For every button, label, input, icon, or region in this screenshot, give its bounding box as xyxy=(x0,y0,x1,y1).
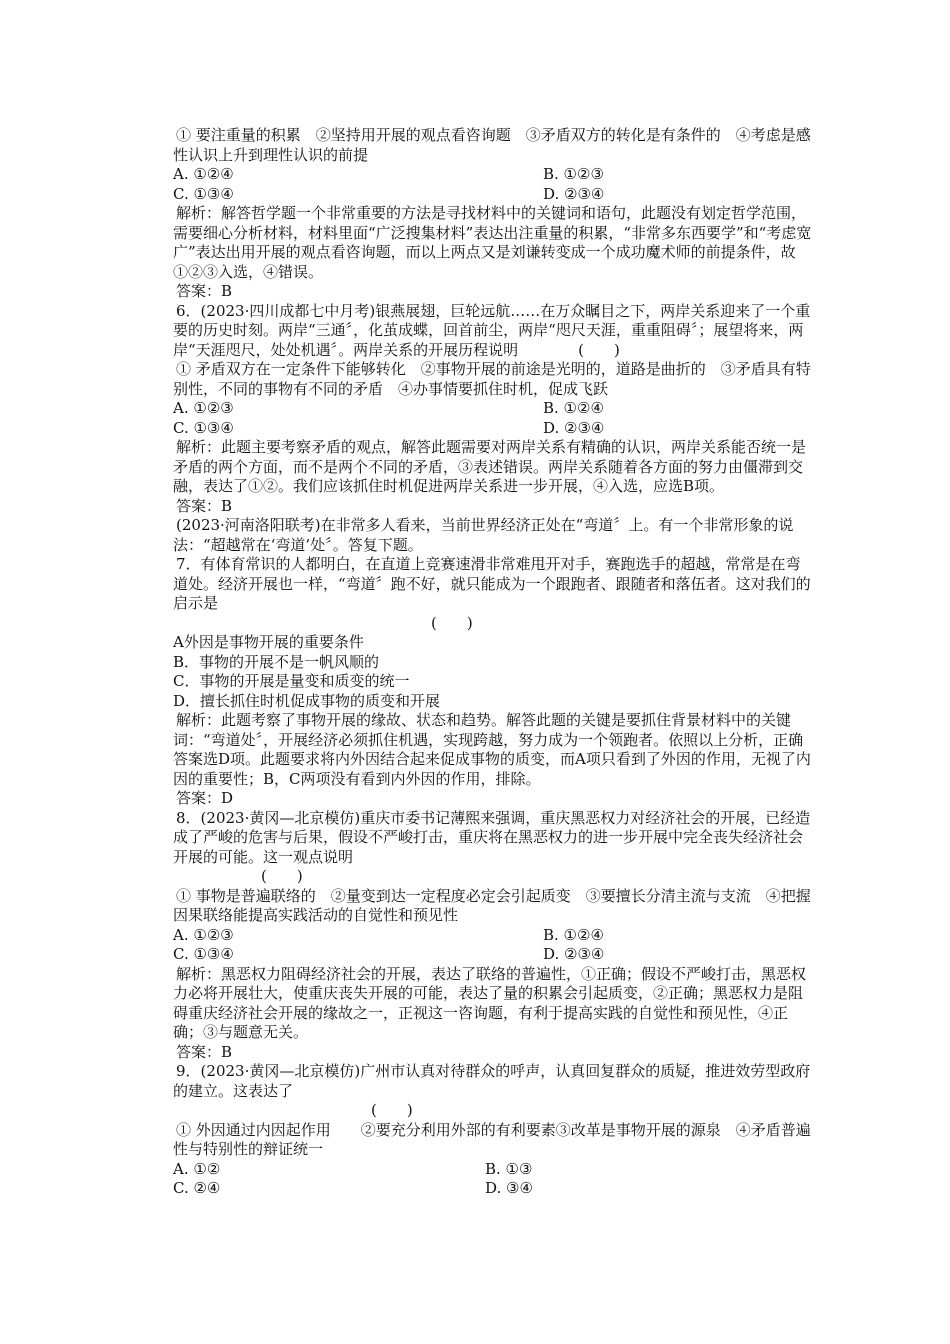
q8-answer-blank: ( ) xyxy=(261,867,303,885)
q7-stem: 7．有体育常识的人都明白，在直道上竞赛速滑非常难甩开对手，赛跑选手的超越，常常是在弯道处。经济开展也一样，“弯道〞跑不好，就只能成为一个跟跑者、跟随者和落伍者。这对我们的启示是 xyxy=(173,555,811,612)
q7-option-d: D．擅长抓住时机促成事物的质变和开展 xyxy=(173,691,441,710)
q9-answer-blank: ( ) xyxy=(371,1101,413,1119)
q8-answer: 答案：B xyxy=(176,1042,233,1061)
q9-option-b: B. ①③ xyxy=(485,1159,533,1178)
q9-option-c: C. ②④ xyxy=(173,1179,221,1197)
q6-options-row-1 xyxy=(173,399,813,419)
q7-option-c: C．事物的开展是量变和质变的统一 xyxy=(173,672,410,690)
q9-options-row-1 xyxy=(173,1160,813,1180)
q5-option-b: B. ①②③ xyxy=(543,165,604,183)
q5-option-c: C. ①③④ xyxy=(173,184,234,203)
q8-analysis: 解析：黑恶权力阻碍经济社会的开展，表达了联络的普遍性，①正确；假设不严峻打击，黑恶权力必将开展壮大，使重庆丧失开展的可能，表达了量的积累会引起质变，②正确；黑恶权力是阻碍重庆经济社会开展的缘故之一，正视这一咨询题，有利于提高实践的自觉性和预见性，④正确；③与题意无关。 xyxy=(173,964,807,1041)
q8-option-a: A. ①②③ xyxy=(173,925,234,944)
q8-option-b: B. ①②④ xyxy=(543,925,604,944)
q7-answer: 答案：D xyxy=(176,789,234,807)
q6-answer: 答案：B xyxy=(176,496,233,515)
q5-answer: 答案：B xyxy=(176,282,233,300)
q6-analysis: 解析：此题主要考察矛盾的观点，解答此题需要对两岸关系有精确的认识，两岸关系能否统一是矛盾的两个方面，而不是两个不同的矛盾，③表述错误。两岸关系随着各方面的努力由僵滞到交融，表达了①②。我们应该抓住时机促进两岸关系进一步开展，④入选，应选B项。 xyxy=(173,438,807,495)
q8-option-c: C. ①③④ xyxy=(173,945,234,963)
q6-option-a: A. ①②③ xyxy=(173,399,234,417)
q7-intro: (2023·河南洛阳联考)在非常多人看来，当前世界经济正处在“弯道〞上。有一个非常形象的说法：“超越常在‘弯道’处〞。答复下题。 xyxy=(173,516,794,554)
q5-options-row-2 xyxy=(173,185,813,205)
q8-options-row-1 xyxy=(173,926,813,946)
q5-options-row-1 xyxy=(173,165,813,185)
q6-option-c: C. ①③④ xyxy=(173,418,234,437)
q8-option-d: D. ②③④ xyxy=(543,945,605,963)
q7-answer-blank: ( ) xyxy=(431,613,473,632)
q5-option-a: A. ①②④ xyxy=(173,165,234,183)
q9-option-a: A. ①② xyxy=(173,1159,221,1178)
q9-stem: 9．(2023·黄冈—北京模仿)广州市认真对待群众的呼声，认真回复群众的质疑，推进效劳型政府的建立。这表达了 xyxy=(173,1062,811,1100)
q8-statements: ① 事物是普遍联络的 ②量变到达一定程度必定会引起质变 ③要擅长分清主流与支流 ④把握因果联络能提高实践活动的自觉性和预见性 xyxy=(173,886,811,924)
q9-options-row-2 xyxy=(173,1179,813,1199)
q5-option-d: D. ②③④ xyxy=(543,184,605,203)
q7-option-a: A外因是事物开展的重要条件 xyxy=(173,633,364,651)
q6-statements: ① 矛盾双方在一定条件下能够转化 ②事物开展的前途是光明的，道路是曲折的 ③矛盾具有特别性，不同的事物有不同的矛盾 ④办事情要抓住时机，促成飞跃 xyxy=(173,360,811,398)
q6-option-d: D. ②③④ xyxy=(543,418,605,437)
q6-options-row-2 xyxy=(173,419,813,439)
document-body xyxy=(173,126,813,1199)
q9-statements: ① 外因通过内因起作用 ②要充分利用外部的有利要素③改革是事物开展的源泉 ④矛盾普遍性与特别性的辩证统一 xyxy=(173,1120,811,1158)
q9-option-d: D. ③④ xyxy=(485,1179,533,1197)
q8-options-row-2 xyxy=(173,945,813,965)
q8-stem: 8．(2023·黄冈—北京模仿)重庆市委书记薄熙来强调，重庆黑恶权力对经济社会的开展，已经造成了严峻的危害与后果，假设不严峻打击，重庆将在黑恶权力的进一步开展中完全丧失经济社会开展的可能。这一观点说明 xyxy=(173,808,811,866)
q7-option-b: B．事物的开展不是一帆风顺的 xyxy=(173,652,380,671)
q5-statements: ① 要注重量的积累 ②坚持用开展的观点看咨询题 ③矛盾双方的转化是有条件的 ④考虑是感性认识上升到理性认识的前提 xyxy=(173,126,811,164)
q6-option-b: B. ①②④ xyxy=(543,399,604,417)
q6-stem: 6．(2023·四川成都七中月考)银燕展翅，巨轮远航……在万众瞩目之下，两岸关系迎来了一个重要的历史时刻。两岸“三通〞，化茧成蝶，回首前尘，两岸“咫尺天涯，重重阻碍〞；展望将来，两岸“天涯咫尺，处处机遇〞。两岸关系的开展历程说明 ( ) xyxy=(173,301,811,359)
q7-analysis: 解析：此题考察了事物开展的缘故、状态和趋势。解答此题的关键是要抓住背景材料中的关键词：“弯道处〞，开展经济必须抓住机遇，实现跨越，努力成为一个领跑者。依照以上分析，正确答案选D项。此题要求将内外因结合起来促成事物的质变，而A项只看到了外因的作用，无视了内因的重要性；B，C两项没有看到内外因的作用，排除。 xyxy=(173,711,811,788)
q5-analysis: 解析：解答哲学题一个非常重要的方法是寻找材料中的关键词和语句，此题没有划定哲学范围，需要细心分析材料，材料里面“广泛搜集材料”表达出注重量的积累，“非常多东西要学”和“考虑宽广”表达出用开展的观点看咨询题，而以上两点又是刘谦转变成一个成功魔术师的前提条件，故①②③入选，④错误。 xyxy=(173,204,812,281)
